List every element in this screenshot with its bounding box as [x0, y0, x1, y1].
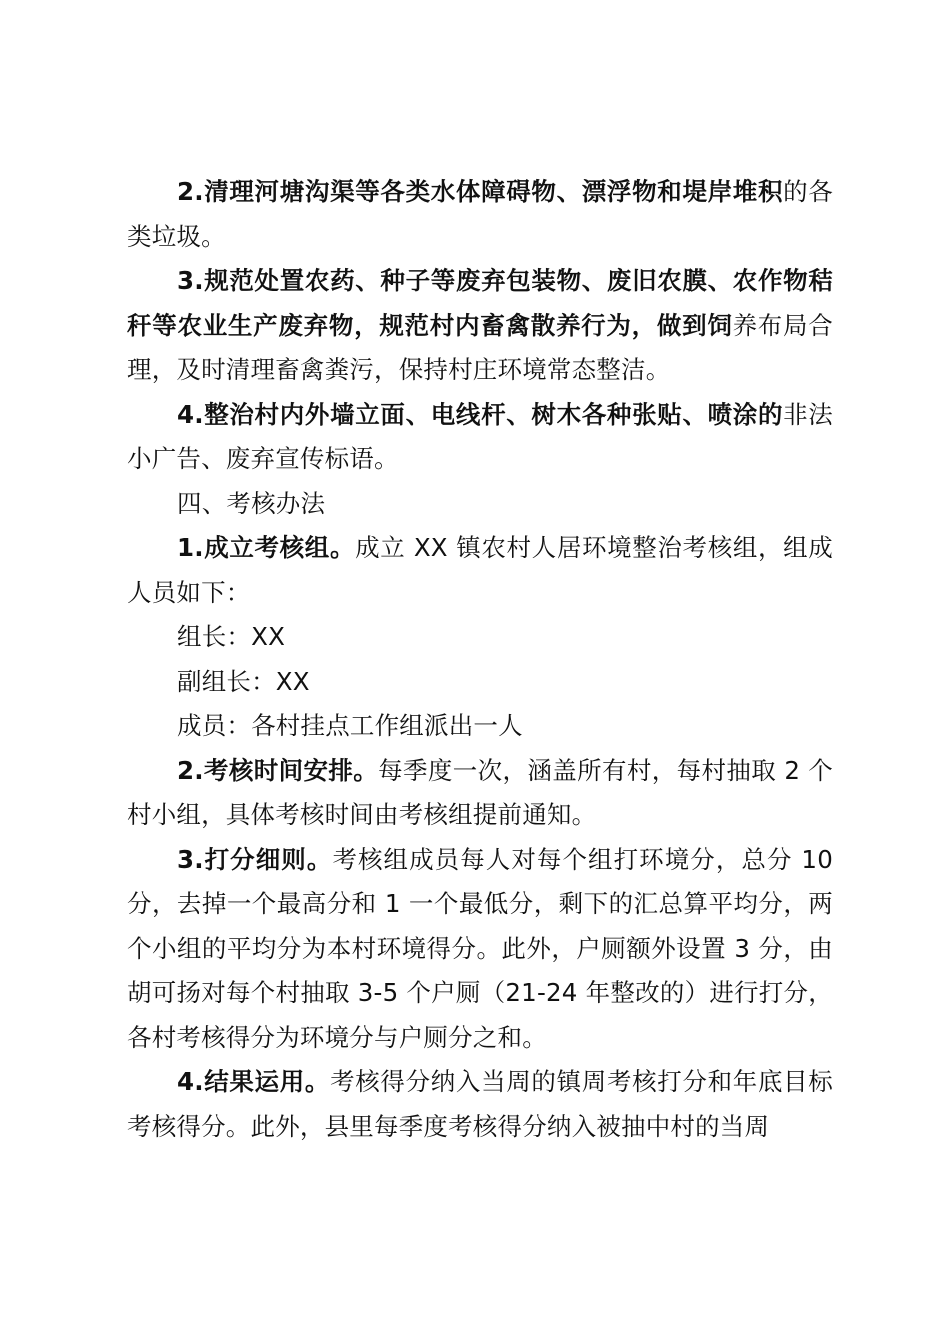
paragraph-wall-cleanup [127, 393, 833, 482]
paragraph-result-use [127, 1060, 833, 1149]
paragraph-lead: 4.整治村内外墙立面、电线杆、树木各种张贴、喷涂的 [177, 399, 784, 429]
paragraph-body: 养布局合理，及时清理畜禽粪污，保持村庄环境常态整洁。 [127, 310, 833, 384]
paragraph-body: 成立 XX 镇农村人居环境整治考核组，组成人员如下： [127, 533, 833, 607]
paragraph-group-leader [127, 615, 833, 660]
paragraph-body: 考核得分纳入当周的镇周考核打分和年底目标考核得分。此外，县里每季度考核得分纳入被抽中村的当周 [127, 1067, 833, 1141]
paragraph-lead: 2.清理河塘沟渠等各类水体障碍物、漂浮物和堤岸堆积 [177, 177, 784, 206]
paragraph-deputy-leader [127, 660, 833, 705]
paragraph-body: 副组长：XX [177, 666, 310, 696]
paragraph-river-cleanup [127, 170, 833, 259]
paragraph-body: 每季度一次，涵盖所有村，每村抽取 2 个村小组，具体考核时间由考核组提前通知。 [127, 755, 833, 829]
paragraph-body: 的各类垃圾。 [127, 177, 833, 251]
section-heading-assessment [127, 482, 833, 527]
paragraph-lead: 3.规范处置农药、种子等废弃包装物、废旧农膜、农作物秸秆等农业生产废弃物，规范村内畜禽散养行为，做到饲 [127, 266, 833, 340]
paragraph-members [127, 704, 833, 749]
paragraph-agri-waste [127, 259, 833, 393]
paragraph-scoring-rules [127, 838, 833, 1061]
paragraph-body: 成员：各村挂点工作组派出一人 [177, 711, 523, 740]
document-page [127, 170, 833, 1149]
paragraph-schedule [127, 749, 833, 838]
paragraph-lead: 2.考核时间安排。 [177, 755, 379, 785]
paragraph-assessment-group [127, 526, 833, 615]
paragraph-body: 非法小广告、废弃宣传标语。 [127, 399, 833, 473]
paragraph-body: 组长：XX [177, 622, 286, 651]
paragraph-lead: 3.打分细则。 [177, 844, 333, 874]
paragraph-lead: 4.结果运用。 [177, 1067, 331, 1096]
paragraph-body: 四、考核办法 [177, 488, 326, 518]
paragraph-lead: 1.成立考核组。 [177, 533, 356, 562]
paragraph-body: 考核组成员每人对每个组打环境分，总分 10 分，去掉一个最高分和 1 一个最低分，剩下的汇总算平均分，两个小组的平均分为本村环境得分。此外，户厕额外设置 3 分，由胡可扬对每个村抽取 3-5 个户厕（21-24 年整改的）进行打分，各村考核得分为环境分与户厕分之和。 [127, 844, 833, 1052]
